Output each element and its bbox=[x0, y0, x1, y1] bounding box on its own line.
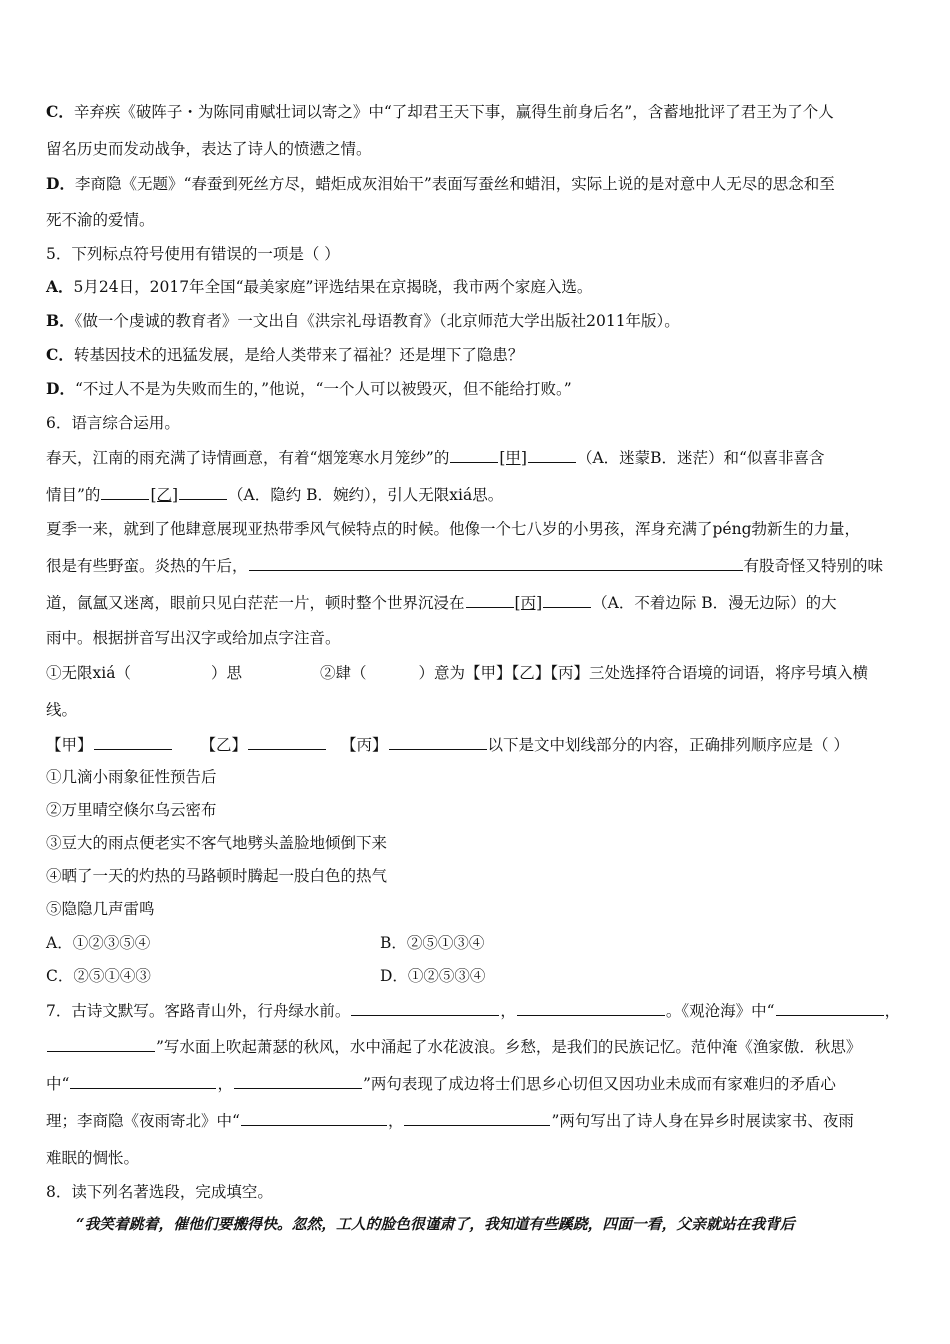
q7-line1: 7．古诗文默写。客路青山外，行舟绿水前。 ， 。《观沧海》中“ ， bbox=[46, 1002, 901, 1020]
q8-quote: “我笑着跳着，催他们要搬得快。忽然，工人的脸色很谨肃了，我知道有些蹊跷，四面一看，父亲就站在我背后 bbox=[76, 1216, 795, 1233]
q6-option-a: A．①②③⑤④ bbox=[46, 934, 151, 952]
q4-option-d-line1: D．李商隐《无题》“春蚕到死丝方尽，蜡炬成灰泪始干”表面写蚕丝和蜡泪，实际上说的是对意中人无尽的思念和至 bbox=[46, 174, 835, 193]
q6-stem: 6．语言综合运用。 bbox=[46, 414, 180, 432]
q6-item-5: ⑤隐隐几声雷鸣 bbox=[46, 900, 155, 918]
q6-item-1: ①几滴小雨象征性预告后 bbox=[46, 768, 217, 786]
q6-passage-line1: 春天，江南的雨充满了诗情画意，有着“烟笼寒水月笼纱”的 [甲] （A．迷蒙B．迷茫）和“似喜非喜含 bbox=[46, 449, 825, 467]
q6-passage-line6: 雨中。根据拼音写出汉字或给加点字注音。 bbox=[46, 629, 341, 647]
q6-item-2: ②万里晴空倏尔乌云密布 bbox=[46, 801, 217, 819]
q6-passage-line2: 情目”的 [乙] （A．隐约 B．婉约），引人无限xiá思。 bbox=[46, 486, 504, 504]
q6-option-c: C．②⑤①④③ bbox=[46, 967, 151, 985]
fill-bing-blank bbox=[389, 734, 487, 750]
q6-passage-line3: 夏季一来，就到了他肆意展现亚热带季风气候特点的时候。他像一个七八岁的小男孩，浑身充满了péng勃新生的力量， bbox=[46, 520, 861, 538]
q5-stem: 5．下列标点符号使用有错误的一项是（ ） bbox=[46, 245, 340, 263]
q6-item-4: ④晒了一天的灼热的马路顿时腾起一股白色的热气 bbox=[46, 867, 388, 885]
q5-option-b: B．《做一个虔诚的教育者》一文出自《洪宗礼母语教育》（北京师范大学出版社2011年版）。 bbox=[46, 311, 680, 330]
q7-line3: 中“ ， ”两句表现了成边将士们思乡心切但又因功业未成而有家难归的矛盾心 bbox=[46, 1075, 836, 1093]
q7-line4: 理；李商隐《夜雨寄北》中“ ， ”两句写出了诗人身在异乡时展读家书、夜雨 bbox=[46, 1112, 854, 1130]
fill-jia-blank bbox=[94, 734, 172, 750]
q5-option-d: D．“不过人不是为失败而生的，”他说，“一个人可以被毁灭，但不能给打败。” bbox=[46, 379, 572, 398]
q6-options-row2 bbox=[46, 966, 606, 986]
q6-subq-line2: 线。 bbox=[46, 701, 78, 719]
q6-item-3: ③豆大的雨点便老实不客气地劈头盖脸地倾倒下来 bbox=[46, 834, 388, 852]
q4-option-d-line2: 死不渝的爱情。 bbox=[46, 211, 155, 229]
q4-option-c-line1: C．辛弃疾《破阵子・为陈同甫赋壮词以寄之》中“了却君王天下事，赢得生前身后名”，含蓄地批评了君王为了个人 bbox=[46, 102, 834, 121]
blank-jia-label: [甲] bbox=[499, 449, 527, 467]
q6-passage-line5: 道，氤氲又迷离，眼前只见白茫茫一片，顿时整个世界沉浸在 [丙] （A．不着边际 B．漫无边际）的大 bbox=[46, 594, 837, 612]
q6-passage-line4: 很是有些野蛮。炎热的午后， 有股奇怪又特别的味 bbox=[46, 557, 884, 575]
q5-option-c: C．转基因技术的迅猛发展，是给人类带来了福祉？还是埋下了隐患？ bbox=[46, 345, 524, 364]
blank-bing-label: [丙] bbox=[514, 594, 543, 612]
q6-option-d: D．①②⑤③④ bbox=[380, 967, 486, 985]
q7-line2: ”写水面上吹起萧瑟的秋风，水中涌起了水花波浪。乡愁，是我们的民族记忆。范仲淹《渔家傲．秋思》 bbox=[46, 1036, 861, 1057]
q8-stem: 8．读下列名著选段，完成填空。 bbox=[46, 1183, 273, 1201]
q6-option-b: B．②⑤①③④ bbox=[380, 934, 485, 952]
q6-options-row1 bbox=[46, 933, 606, 953]
blank-long bbox=[249, 555, 743, 571]
q4-option-c-line2: 留名历史而发动战争，表达了诗人的愤懑之情。 bbox=[46, 140, 372, 158]
q7-line5: 难眠的惆怅。 bbox=[46, 1149, 140, 1167]
fill-yi-blank bbox=[248, 734, 326, 750]
blank-yi-label: [乙] bbox=[150, 486, 179, 504]
q5-option-a: A．5月24日，2017年全国“最美家庭”评选结果在京揭晓，我市两个家庭入选。 bbox=[46, 277, 593, 296]
q6-fill-line: 【甲】 【乙】 【丙】 以下是文中划线部分的内容，正确排列顺序应是（ ） bbox=[46, 736, 849, 754]
q6-subq-line1: ①无限xiá（ ）思 ②肆（ ）意为【甲】【乙】【丙】三处选择符合语境的词语，将序号填入横 bbox=[46, 664, 868, 682]
